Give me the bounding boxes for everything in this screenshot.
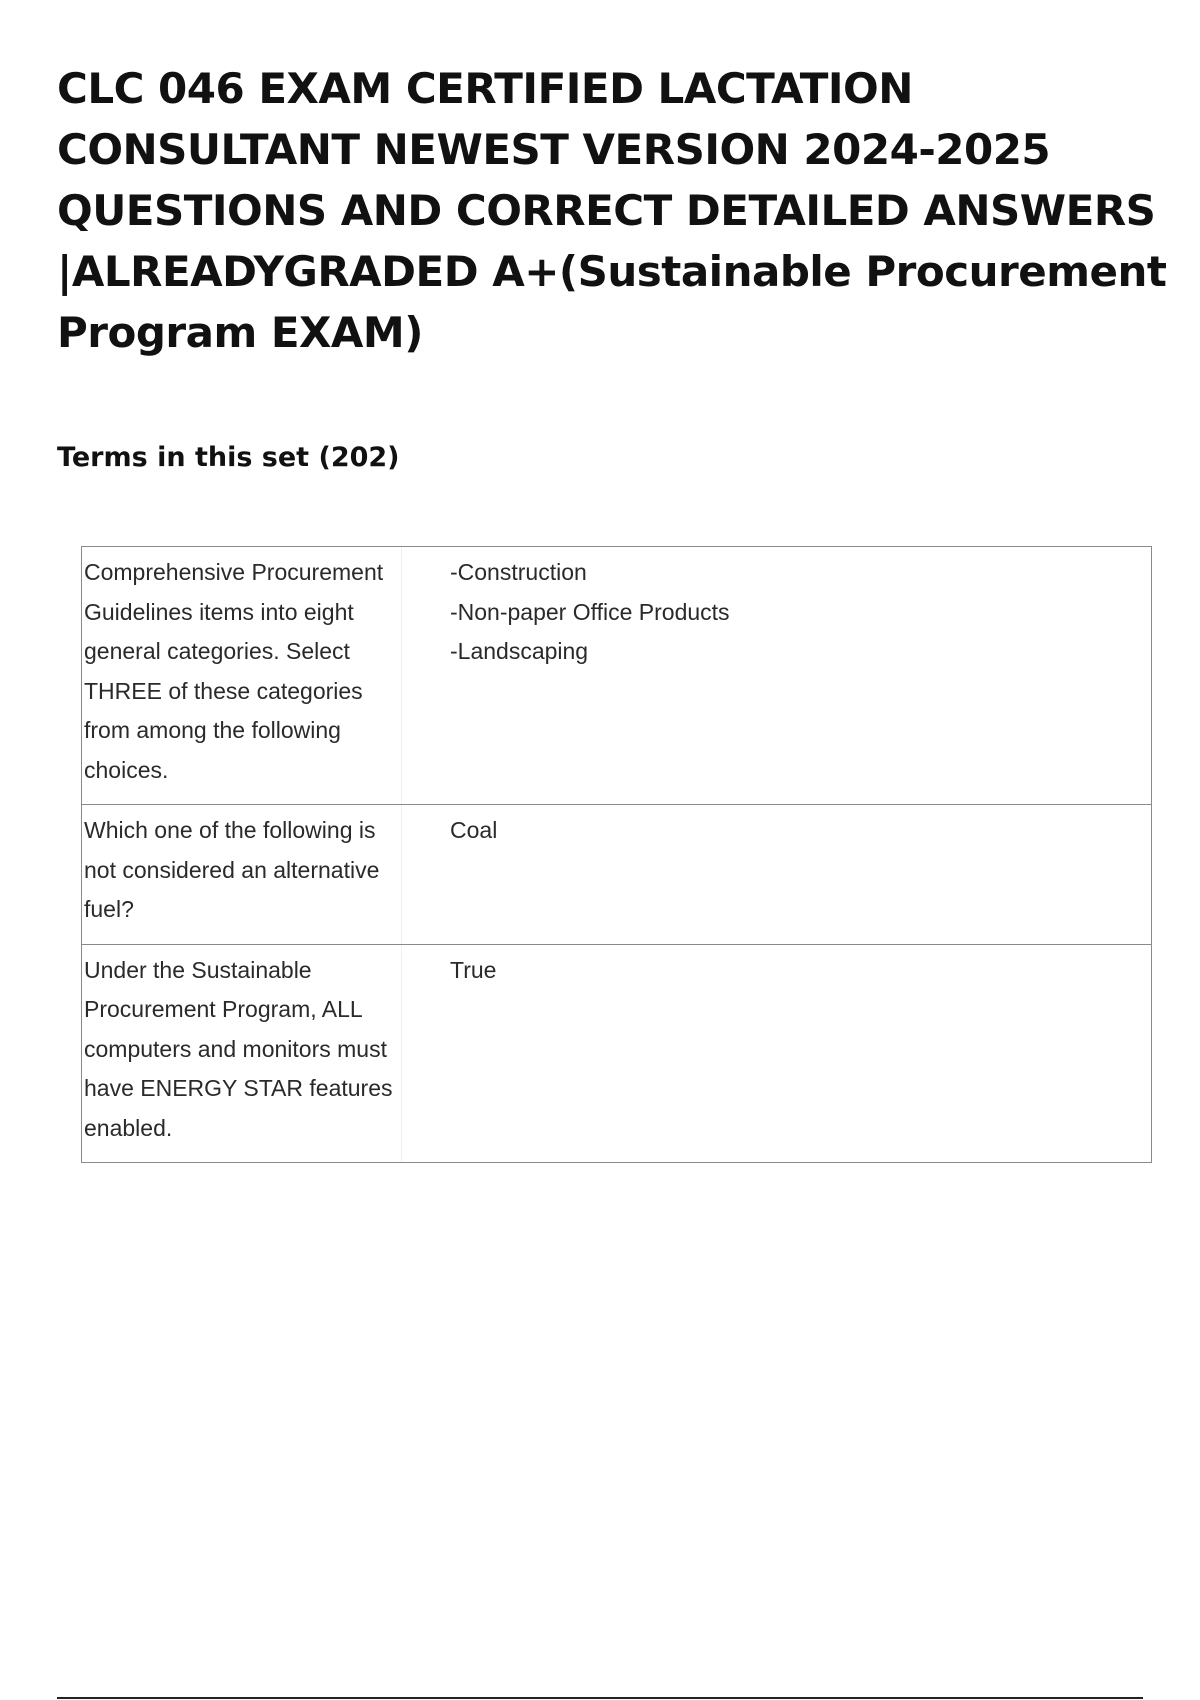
answer-line: -Landscaping: [450, 638, 589, 664]
term-question: Comprehensive Procurement Guidelines items into eight general categories. Select THREE of these categories from among the following choices.: [82, 547, 402, 804]
footer-divider: [57, 1697, 1143, 1699]
answer-line: True: [450, 956, 497, 983]
document-title: CLC 046 EXAM CERTIFIED LACTATION CONSULTANT NEWEST VERSION 2024-2025 QUESTIONS AND CORRECT DETAILED ANSWERS |ALREADYGRADED A+(Sustainable Procurement Program EXAM): [57, 64, 1167, 357]
term-row: [82, 547, 1151, 804]
answer-line: Coal: [450, 817, 498, 843]
terms-count-heading: Terms in this set (202): [57, 442, 400, 473]
answer-line: -Non-paper Office Products: [450, 598, 730, 625]
term-answer: [402, 547, 1151, 804]
term-answer: [402, 805, 1151, 944]
term-question: Under the Sustainable Procurement Program, ALL computers and monitors must have ENERGY STAR features enabled.: [82, 945, 402, 1163]
term-row: [82, 944, 1151, 1163]
term-question: Which one of the following is not considered an alternative fuel?: [82, 805, 402, 944]
term-answer: [402, 945, 1151, 1163]
answer-line: -Construction: [450, 559, 587, 585]
term-row: [82, 804, 1151, 944]
terms-table: [81, 546, 1152, 1163]
